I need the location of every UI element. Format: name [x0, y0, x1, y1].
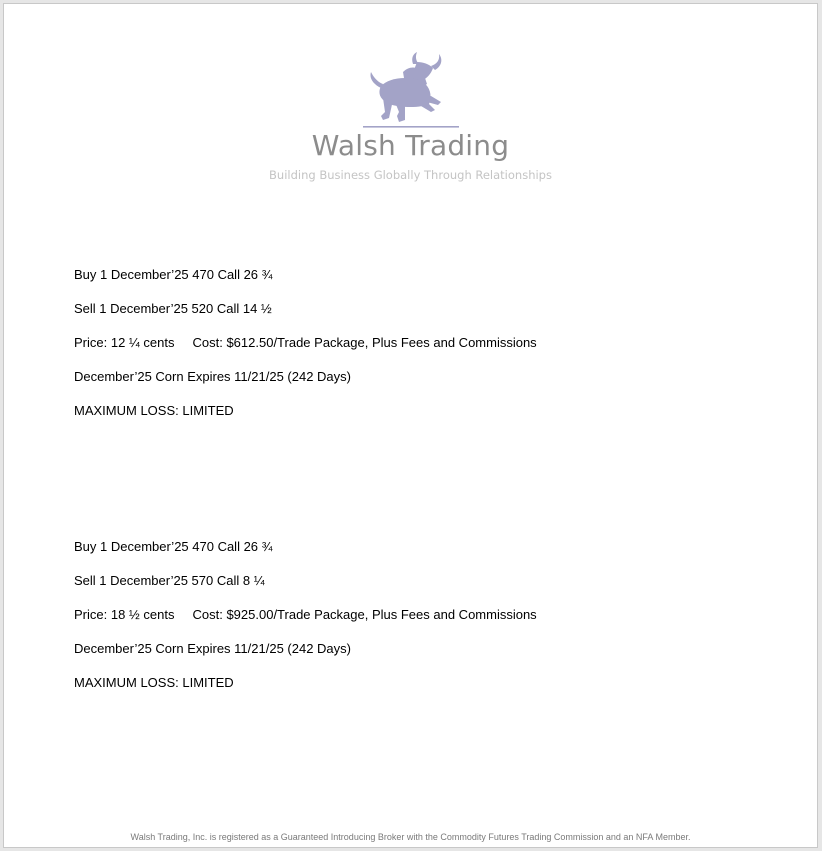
company-tagline: Building Business Globally Through Relationships: [269, 168, 552, 182]
expiry-line: December’25 Corn Expires 11/21/25 (242 Days): [74, 641, 351, 656]
max-loss-line: MAXIMUM LOSS: LIMITED: [74, 403, 234, 418]
trade-block: [74, 267, 774, 437]
footer-disclaimer: Walsh Trading, Inc. is registered as a Guaranteed Introducing Broker with the Commodity Futures Trading Commission and an NFA Member.: [130, 832, 691, 842]
expiry-line: December’25 Corn Expires 11/21/25 (242 Days): [74, 369, 351, 384]
sell-leg: Sell 1 December’25 520 Call 14 ½: [74, 301, 272, 316]
bull-logo-icon: [4, 50, 817, 130]
trade-block: [74, 539, 774, 709]
document-page: [3, 3, 818, 848]
buy-leg: Buy 1 December’25 470 Call 26 ¾: [74, 539, 273, 554]
max-loss-line: MAXIMUM LOSS: LIMITED: [74, 675, 234, 690]
price-cost-line: Price: 18 ½ cents Cost: $925.00/Trade Package, Plus Fees and Commissions: [74, 607, 537, 622]
price-cost-line: Price: 12 ¼ cents Cost: $612.50/Trade Package, Plus Fees and Commissions: [74, 335, 537, 350]
buy-leg: Buy 1 December’25 470 Call 26 ¾: [74, 267, 273, 282]
sell-leg: Sell 1 December’25 570 Call 8 ¼: [74, 573, 265, 588]
company-name: Walsh Trading: [311, 129, 510, 162]
